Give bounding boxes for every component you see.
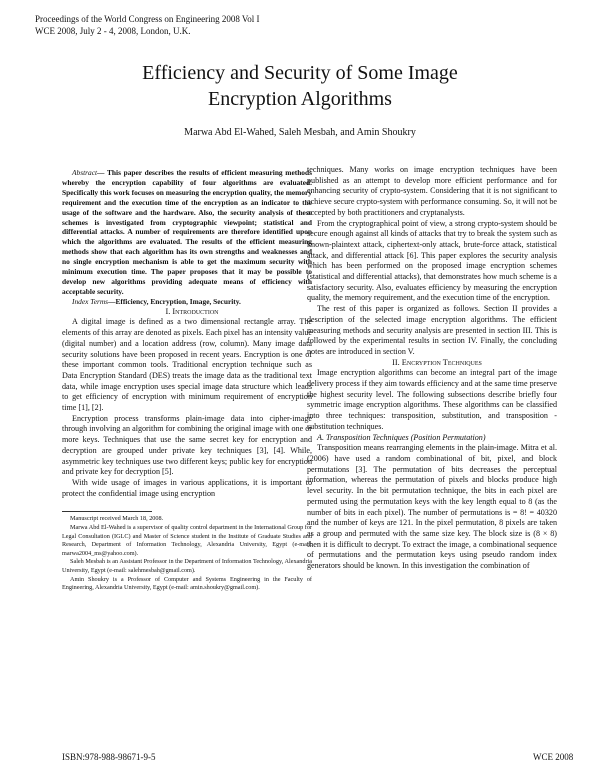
intro-paragraph-3: With wide usage of images in various applications, it is important to protect the confidential image using encryption <box>62 477 312 498</box>
authors: Marwa Abd El-Wahed, Saleh Mesbah, and Amin Shoukry <box>184 127 416 138</box>
left-column <box>62 168 312 593</box>
paper-title <box>0 60 600 112</box>
footer-isbn: ISBN:978-988-98671-9-5 <box>62 752 156 762</box>
intro-paragraph-1: A digital image is defined as a two dimensional rectangle array. The elements of this array are denoted as pixels. Each pixel has an intensity value (digital number) and a location address (row, column). Many image data security solutions have been proposed in recent years. Encryption is one of these important common tools. Traditional encryption technique such as Data Encryption Standard (DES) treats the image data as the traditional text data, while image encryption uses special image data structure which leads to get efficiency of encryption with minimum requirement of encryption time [1], [2]. <box>62 317 312 413</box>
abstract-text: — This paper describes the results of efficient measuring methods whereby the encryption capability of four algorithms are evaluated. Specifically this work focuses on measuring the encryption quality, the memory requirement and the execution time of the encryption as an indicator to the usage of the software and the hardware. Also, the security analysis of these schemes is investigated from cryptographic viewpoint; statistical and differential attacks. A number of requirements are therefore identified upon which the algorithms are evaluated. The results of the efficient measuring methods show that each algorithm has its own strengths and weaknesses and no single encryption mechanism is able to get the maximum security with minimum execution time. The paper proposes that it may be possible to develop new algorithms providing adequate means of efficiency with acceptable security. <box>62 168 312 296</box>
footnote-author-3: Amin Shoukry is a Professor of Computer and Systems Engineering in the Faculty of Engineering, Alexandria University, Egypt (e-mail: amin.shoukry@gmail.com). <box>62 575 312 592</box>
index-terms-label: Index Terms <box>72 296 109 306</box>
footnote-divider <box>62 511 152 512</box>
title-line-1: Efficiency and Security of Some Image <box>142 62 458 84</box>
right-paragraph-1: techniques. Many works on image encryption techniques have been published as an attempt to develop more efficient performance and for enhancing security of crypto-system. Considering that it is not significant to achieve secure crypto-system with performance consuming. So, it will not be accepted by both practitioners and cryptanalysts. <box>307 165 557 217</box>
transposition-paragraph: Transposition means rearranging elements in the plain-image. Mitra et al. (2006) have used a random combinational of bit, pixel, and block permutations [3]. The permutation of bits decreases the perceptual information, whereas the permutation of pixels and blocks produce high level security. In the bit permutation technique, the bits in each pixel are permuted using the permutation keys with the key length equal to 8 (as the number of bits in each pixel). The number of permutations is = 8! = 40320 and the number of keys are 121. In the pixel permutation, 8 pixels are taken as a group and permuted with the same size key. The block size is (8 × 8) then it is difficult to decrypt. To extract the image, a combinational sequence of permutations and the permutation keys using pseudo random index generators should be known. In this investigation the combination of <box>307 443 557 571</box>
subsection-heading-transposition: A. Transposition Techniques (Position Permutation) <box>317 432 486 442</box>
index-terms-text: —Efficiency, Encryption, Image, Security. <box>108 296 241 306</box>
footnotes <box>62 515 312 592</box>
section-heading-introduction: I. Introduction <box>165 306 219 316</box>
encryption-paragraph-1: Image encryption algorithms can become an integral part of the image delivery process if they aim towards efficiency and at the same time preserve the highest security level. The following subsections describe briefly four symmetric image encryption algorithms. These algorithms can be classified into three techniques: transposition, substitution, and transposition - substitution techniques. <box>307 368 557 431</box>
section-heading-encryption-techniques: II. Encryption Techniques <box>392 357 482 367</box>
abstract-label: Abstract <box>72 168 98 177</box>
abstract <box>62 168 312 297</box>
header-line-2: WCE 2008, July 2 - 4, 2008, London, U.K. <box>35 26 191 36</box>
index-terms <box>62 297 312 307</box>
right-paragraph-2: From the cryptographical point of view, a strong crypto-system should be secure enough against all kinds of attacks that try to break the system such as known-plaintext attack, ciphertext-only attack, brute-force attack, statistical attack, and differential attack [6]. This paper explores the security analysis which has been performed on the proposed image encryption schemes (statistical and differential attacks), that demonstrates how much scheme is a satisfactory security. Also, evaluates efficiency by measuring the encryption quality, the memory requirement, and the execution time of the encryption. <box>307 218 557 303</box>
footnote-author-1: Marwa Abd El-Wahed is a supervisor of quality control department in the International Group for Legal Consultation (IGLC) and Master of Science student in the Institute of Graduate Studies and Research, Department of Information Technology, Alexandria University, Egypt (e-mail: marwa2004_ms@yahoo.com). <box>62 523 312 557</box>
footnote-manuscript: Manuscript received March 18, 2008. <box>70 515 164 523</box>
footer-wce: WCE 2008 <box>533 752 574 762</box>
running-header <box>35 13 260 37</box>
intro-paragraph-2: Encryption process transforms plain-image data into cipher-image through involving an algorithm for combining the original image with one or more keys. Techniques that use the same secret key for encryption and decryption are grouped under private key techniques [3], [4]. While, asymmetric key techniques use two different keys; public key for encryption and private key for decryption [5]. <box>62 413 312 477</box>
header-line-1: Proceedings of the World Congress on Engineering 2008 Vol I <box>35 14 260 24</box>
right-column <box>307 165 557 572</box>
right-paragraph-3: The rest of this paper is organized as follows. Section II provides a description of the selected image encryption algorithms. The efficient measuring methods and security analysis are presented in section III. This is followed by the experimental results in section IV. Finally, the concluding notes are introduced in section V. <box>307 304 557 356</box>
footnote-author-2: Saleh Mesbah is an Assistant Professor in the Department of Information Technology, Alexandria University, Egypt (e-mail: salehmesbah@gmail.com). <box>62 558 312 574</box>
title-line-2: Encryption Algorithms <box>208 88 392 110</box>
